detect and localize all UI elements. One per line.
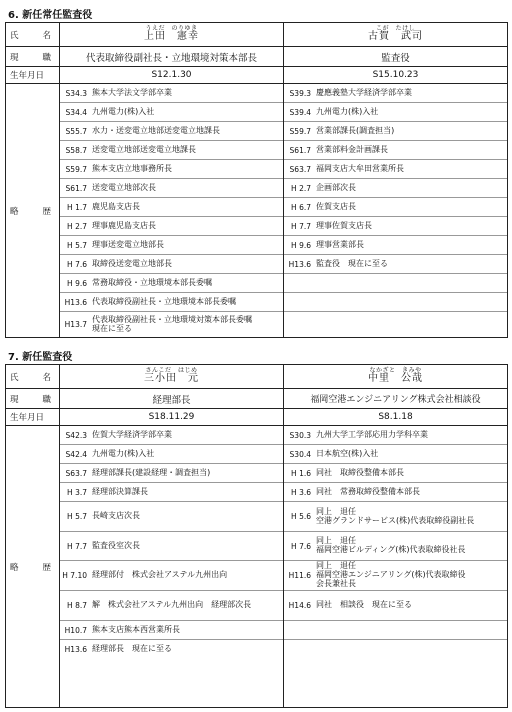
history-entry: [284, 141, 507, 160]
history-description: 九州大学工学部応用力学科卒業: [316, 429, 428, 439]
history-description: 監査役 現在に至る: [316, 258, 388, 268]
history-entry: [60, 141, 283, 160]
history-description: 解 株式会社アステル九州出向 経理部次長: [92, 600, 252, 610]
history-date: H 7.10: [62, 571, 87, 580]
history-entry: [60, 640, 283, 659]
history-description: 熊本支店立地事務所長: [92, 163, 172, 173]
history-label: 略 歴: [6, 426, 60, 707]
right-birth: S8.1.18: [378, 412, 413, 422]
history-description: 営業部料金計画課長: [316, 144, 388, 154]
history-date: S55.7: [65, 126, 87, 136]
position-label: 現 職: [6, 389, 60, 408]
position-row: [6, 47, 507, 67]
history-date: S61.7: [65, 183, 87, 193]
history-entry: [284, 561, 507, 591]
history-date: S59.7: [65, 164, 87, 174]
birth-label: 生年月日: [6, 409, 60, 425]
history-entry: [60, 591, 283, 621]
history-date: S63.7: [289, 164, 311, 174]
history-date: S42.4: [65, 449, 87, 459]
history-description: 九州電力(株)入社: [92, 448, 155, 458]
history-entry: [60, 621, 283, 640]
history-date: H 5.7: [67, 240, 87, 250]
history-entry: [284, 293, 507, 312]
left-name-cell: [60, 365, 284, 388]
history-entry: [60, 179, 283, 198]
person-name: 中里 公哉: [368, 373, 423, 385]
history-date: H 1.6: [291, 468, 311, 478]
history-date: S63.7: [65, 468, 87, 478]
history-description: 理事営業部長: [316, 239, 364, 249]
history-description: 代表取締役副社長・立地環境本部長委嘱: [92, 296, 236, 306]
left-position: 代表取締役副社長・立地環境対策本部長: [60, 47, 284, 66]
history-entry: [284, 103, 507, 122]
history-entry: [284, 502, 507, 532]
name-label: 氏 名: [6, 365, 60, 388]
furigana: さんこだ はじめ: [145, 367, 198, 375]
history-description: 経理部課長(建設経理・調査担当): [92, 467, 211, 477]
history-description: 理事送変電立地部長: [92, 239, 164, 249]
history-description: 慶應義塾大学経済学部卒業: [316, 87, 412, 97]
history-date: H13.6: [288, 259, 311, 269]
history-entry: [284, 483, 507, 502]
history-description: 経理部長 現在に至る: [92, 644, 172, 654]
history-date: S61.7: [289, 145, 311, 155]
history-entry: [284, 445, 507, 464]
birth-row: [6, 409, 507, 426]
history-entry: [60, 236, 283, 255]
name-row: [6, 23, 507, 47]
history-description: 水力・送変電立地部送変電立地課長: [92, 125, 220, 135]
history-entry: [60, 217, 283, 236]
history-entry: [60, 464, 283, 483]
history-description: 佐賀大学経済学部卒業: [92, 429, 172, 439]
history-date: H 2.7: [67, 221, 87, 231]
history-description: 取締役送変電立地部長: [92, 258, 172, 268]
history-date: H 5.7: [67, 512, 87, 521]
history-description: 理事鹿児島支店長: [92, 220, 156, 230]
history-description: 理事佐賀支店長: [316, 220, 372, 230]
history-description: 経理部決算課長: [92, 486, 148, 496]
history-description: 同社 取締役整備本部長: [316, 467, 404, 477]
history-entry: [60, 312, 283, 337]
history-entry: [284, 179, 507, 198]
furigana: なかざと きみや: [369, 367, 422, 375]
section-7-title: 7. 新任監査役: [8, 352, 73, 363]
left-birth: S12.1.30: [60, 67, 284, 83]
history-description: 送変電立地部次長: [92, 182, 156, 192]
history-entry: [284, 122, 507, 141]
history-description: 日本航空(株)入社: [316, 448, 379, 458]
history-date: S59.7: [289, 126, 311, 136]
history-date: H 7.6: [291, 541, 311, 551]
history-entry: [284, 640, 507, 659]
person-name: 三小田 元: [144, 373, 199, 385]
history-description: 長崎支店次長: [92, 511, 140, 521]
position-row: [6, 389, 507, 409]
history-entry: [60, 255, 283, 274]
history-row: [6, 426, 507, 707]
history-entry: [284, 591, 507, 621]
history-description: 九州電力(株)入社: [316, 106, 379, 116]
history-date: S34.4: [65, 107, 87, 117]
history-entry: [284, 426, 507, 445]
history-date: H 2.7: [291, 183, 311, 193]
history-description: 同上 退任 空港グランドサービス(株)代表取締役副社長: [316, 506, 475, 525]
history-entry: [60, 122, 283, 141]
history-entry: [60, 198, 283, 217]
history-description: 企画部次長: [316, 182, 356, 192]
history-description: 鹿児島支店長: [92, 201, 140, 211]
history-entry: [284, 198, 507, 217]
history-entry: [284, 217, 507, 236]
history-entry: [60, 274, 283, 293]
history-description: 九州電力(株)入社: [92, 106, 155, 116]
history-date: S30.4: [289, 449, 311, 459]
history-date: H 9.6: [291, 240, 311, 250]
history-description: 営業部課長(調査担当): [316, 125, 395, 135]
history-entry: [284, 160, 507, 179]
history-description: 経理部付 株式会社アステル九州出向: [92, 570, 228, 580]
left-history: [60, 426, 284, 707]
history-description: 同社 相談役 現在に至る: [316, 600, 412, 610]
history-entry: [284, 312, 507, 337]
history-date: H 5.6: [291, 512, 311, 521]
history-date: S39.3: [289, 88, 311, 98]
history-date: S39.4: [289, 107, 311, 117]
history-entry: [60, 502, 283, 532]
history-date: H 7.7: [67, 541, 87, 551]
name-row: [6, 365, 507, 389]
name-label: 氏 名: [6, 23, 60, 46]
history-date: H13.7: [64, 320, 87, 329]
section-6-table: [5, 22, 508, 338]
history-description: 送変電立地部送変電立地課長: [92, 144, 196, 154]
history-entry: [60, 561, 283, 591]
history-entry: [284, 236, 507, 255]
history-date: H 9.6: [67, 278, 87, 288]
birth-label: 生年月日: [6, 67, 60, 83]
history-date: H 7.6: [67, 259, 87, 269]
history-entry: [60, 445, 283, 464]
history-date: S42.3: [65, 430, 87, 440]
history-date: H 6.7: [291, 202, 311, 212]
history-entry: [284, 532, 507, 561]
person-name: 古賀 武司: [368, 31, 423, 43]
history-label: 略 歴: [6, 84, 60, 337]
section-7-table: [5, 364, 508, 708]
history-entry: [284, 621, 507, 640]
history-entry: [284, 255, 507, 274]
position-label: 現 職: [6, 47, 60, 66]
history-entry: [284, 84, 507, 103]
history-description: 熊本大学法文学部卒業: [92, 87, 172, 97]
history-entry: [60, 103, 283, 122]
history-description: 常務取締役・立地環境本部長委嘱: [92, 277, 212, 287]
history-date: S34.3: [65, 88, 87, 98]
history-date: H 3.7: [67, 487, 87, 497]
history-entry: [284, 464, 507, 483]
history-entry: [60, 293, 283, 312]
history-description: 同上 退任 福岡空港エンジニアリング(株)代表取締役 会長兼社長: [316, 561, 466, 588]
history-entry: [284, 274, 507, 293]
history-entry: [60, 483, 283, 502]
right-position: 監査役: [381, 52, 410, 64]
history-date: H 7.7: [291, 221, 311, 231]
history-description: 福岡支店大牟田営業所長: [316, 163, 404, 173]
history-description: 同上 退任 福岡空港ビルディング(株)代表取締役社長: [316, 536, 466, 554]
left-position: 経理部長: [60, 389, 284, 408]
history-date: S58.7: [65, 145, 87, 155]
history-description: 監査役室次長: [92, 540, 140, 550]
left-name-cell: [60, 23, 284, 46]
history-entry: [60, 84, 283, 103]
right-name-cell: [284, 365, 507, 388]
history-date: H 1.7: [67, 202, 87, 212]
furigana: こが たけし: [375, 25, 415, 33]
history-description: 熊本支店熊本西営業所長: [92, 624, 180, 634]
history-date: H10.7: [64, 625, 87, 635]
history-date: H11.6: [288, 571, 311, 580]
right-birth: S15.10.23: [372, 70, 419, 80]
left-history: [60, 84, 284, 337]
history-description: 佐賀支店長: [316, 201, 356, 211]
left-birth: S18.11.29: [60, 409, 284, 425]
history-date: H13.6: [64, 297, 87, 307]
right-history: [284, 426, 507, 707]
history-entry: [60, 160, 283, 179]
right-history: [284, 84, 507, 337]
history-date: H13.6: [64, 645, 87, 654]
history-date: H 8.7: [67, 601, 87, 610]
history-row: [6, 84, 507, 337]
right-position: 福岡空港エンジニアリング株式会社相談役: [310, 395, 481, 405]
history-date: S30.3: [289, 430, 311, 440]
section-6-title: 6. 新任常任監査役: [8, 10, 93, 21]
history-description: 同社 常務取締役整備本部長: [316, 486, 420, 496]
history-description: 代表取締役副社長・立地環境対策本部長委嘱 現在に至る: [92, 314, 252, 333]
right-name-cell: [284, 23, 507, 46]
history-date: H 3.6: [291, 487, 311, 497]
person-name: 上田 憲幸: [144, 31, 199, 43]
history-date: H14.6: [288, 601, 311, 610]
history-entry: [60, 426, 283, 445]
birth-row: [6, 67, 507, 84]
furigana: うえだ のりゆき: [145, 25, 198, 33]
history-entry: [60, 532, 283, 561]
